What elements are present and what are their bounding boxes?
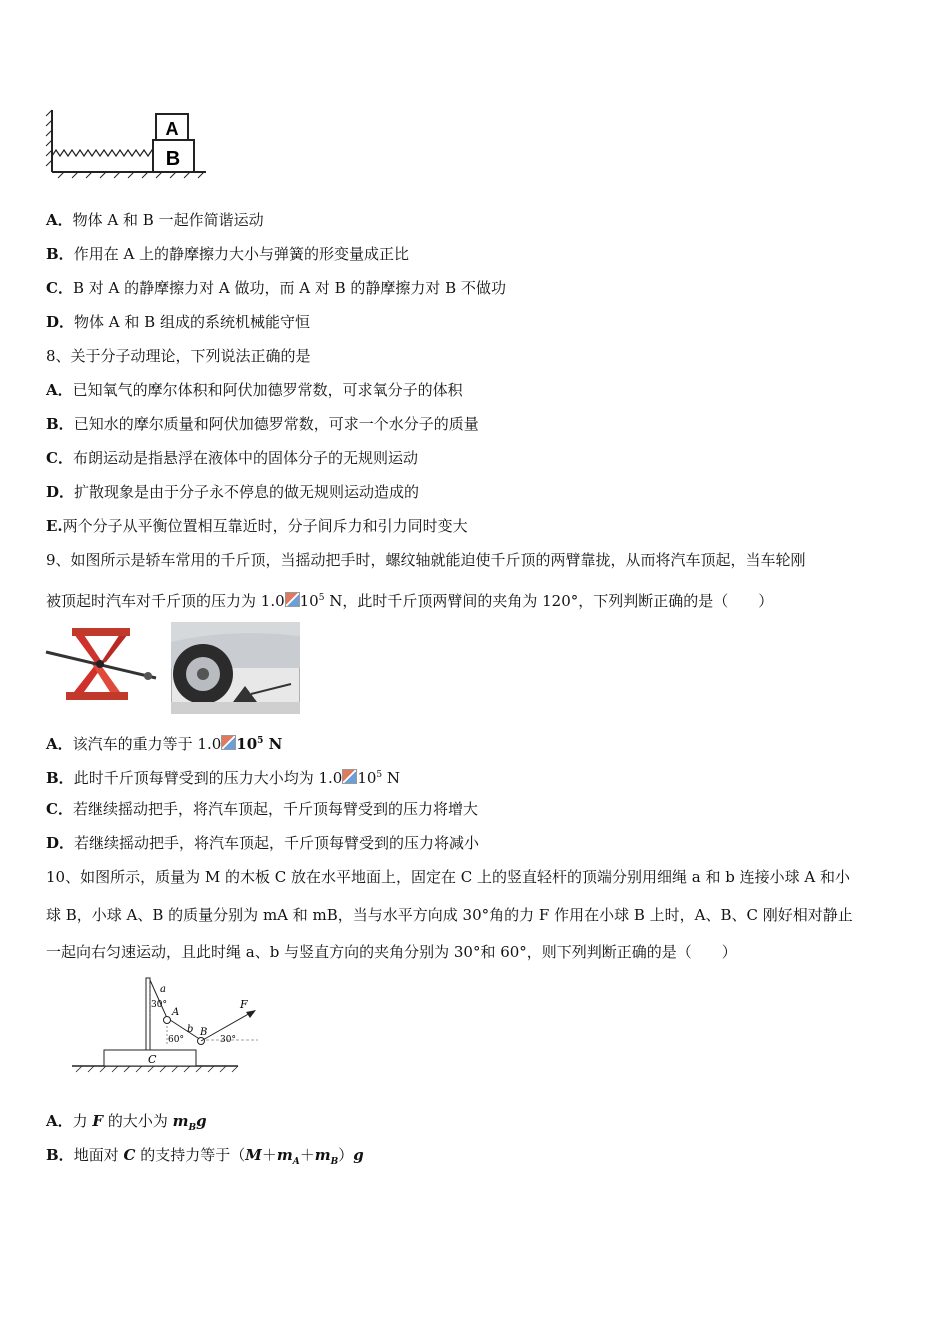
ball-a-label: A <box>172 1007 180 1018</box>
q8-option-e: E.两个分子从平衡位置相互靠近时，分子间斥力和引力同时变大 <box>46 517 468 535</box>
q9-option-c: C．若继续摇动把手，将汽车顶起，千斤顶每臂受到的压力将增大 <box>46 800 478 818</box>
rod-balls-figure <box>72 974 268 1074</box>
times-glyph-icon <box>285 592 300 607</box>
times-glyph-icon <box>342 769 357 784</box>
angle-30-force-label: 30° <box>220 1035 236 1045</box>
q10-stem-line2: 球 B，小球 A、B 的质量分别为 mA 和 mB，当与水平方向成 30°角的力 F 作用在小球 B 上时，A、B、C 刚好相对静止 <box>46 906 853 924</box>
q10-stem-line1: 10、如图所示，质量为 M 的木板 C 放在水平地面上，固定在 C 上的竖直轻杆的顶端分别用细绳 a 和 b 连接小球 A 和小 <box>46 868 850 886</box>
q7-option-d: D．物体 A 和 B 组成的系统机械能守恒 <box>46 313 310 331</box>
q8-option-b: B．已知水的摩尔质量和阿伏加德罗常数，可求一个水分子的质量 <box>46 415 479 433</box>
block-b-label: B <box>165 148 181 170</box>
ball-b-label: B <box>200 1027 208 1038</box>
times-glyph-icon <box>221 735 236 750</box>
q9-option-b: B．此时千斤顶每臂受到的压力大小均为 1.0 $10^5$ N <box>46 769 401 787</box>
q10-stem-line3: 一起向右匀速运动，且此时绳 a、b 与竖直方向的夹角分别为 30°和 60°，则下列判断正确的是（ ） <box>46 943 737 961</box>
q8-option-a: A．已知氧气的摩尔体积和阿伏加德罗常数，可求氧分子的体积 <box>46 381 463 399</box>
q8-option-c: C．布朗运动是指悬浮在液体中的固体分子的无规则运动 <box>46 449 418 467</box>
q7-option-a: A．物体 A 和 B 一起作简谐运动 <box>46 211 264 229</box>
q7-option-b: B．作用在 A 上的静摩擦力大小与弹簧的形变量成正比 <box>46 245 410 263</box>
q10-option-b: B．地面对 C 的支持力等于$(M+m_A+m_B)g$ <box>46 1146 364 1167</box>
scissor-jack-figure <box>44 622 158 704</box>
q9-option-a: A．该汽车的重力等于 1.0 $10^5$ N <box>46 735 283 753</box>
force-f-label: F <box>240 998 248 1011</box>
q7-option-c: C．B 对 A 的静摩擦力对 A 做功，而 A 对 B 的静摩擦力对 B 不做功 <box>46 279 506 297</box>
rope-b-label: b <box>187 1024 194 1035</box>
q10-option-a: A．力 F 的大小为 $m_Bg$ <box>46 1112 207 1133</box>
spring-blocks-figure <box>44 106 210 180</box>
block-a-label: A <box>165 119 179 139</box>
angle-60-label: 60° <box>168 1035 184 1045</box>
q9-stem-line2: 被顶起时汽车对千斤顶的压力为 1.0 $10^5$ N，此时千斤顶两臂间的夹角为 120°，下列判断正确的是（ ） <box>46 592 774 610</box>
angle-30-top-label: 30° <box>151 1000 167 1010</box>
rope-a-label: a <box>160 984 166 995</box>
q9-stem-line1: 9、如图所示是轿车常用的千斤顶，当摇动把手时，螺纹轴就能迫使千斤顶的两臂靠拢，从而将汽车顶起，当车轮刚 <box>46 551 806 569</box>
q8-option-d: D．扩散现象是由于分子永不停息的做无规则运动造成的 <box>46 483 420 501</box>
q8-stem: 8、关于分子动理论，下列说法正确的是 <box>46 347 311 365</box>
board-c-label: C <box>148 1053 157 1066</box>
q9-option-d: D．若继续摇动把手，将汽车顶起，千斤顶每臂受到的压力将减小 <box>46 834 480 852</box>
car-jack-photo <box>171 622 300 714</box>
